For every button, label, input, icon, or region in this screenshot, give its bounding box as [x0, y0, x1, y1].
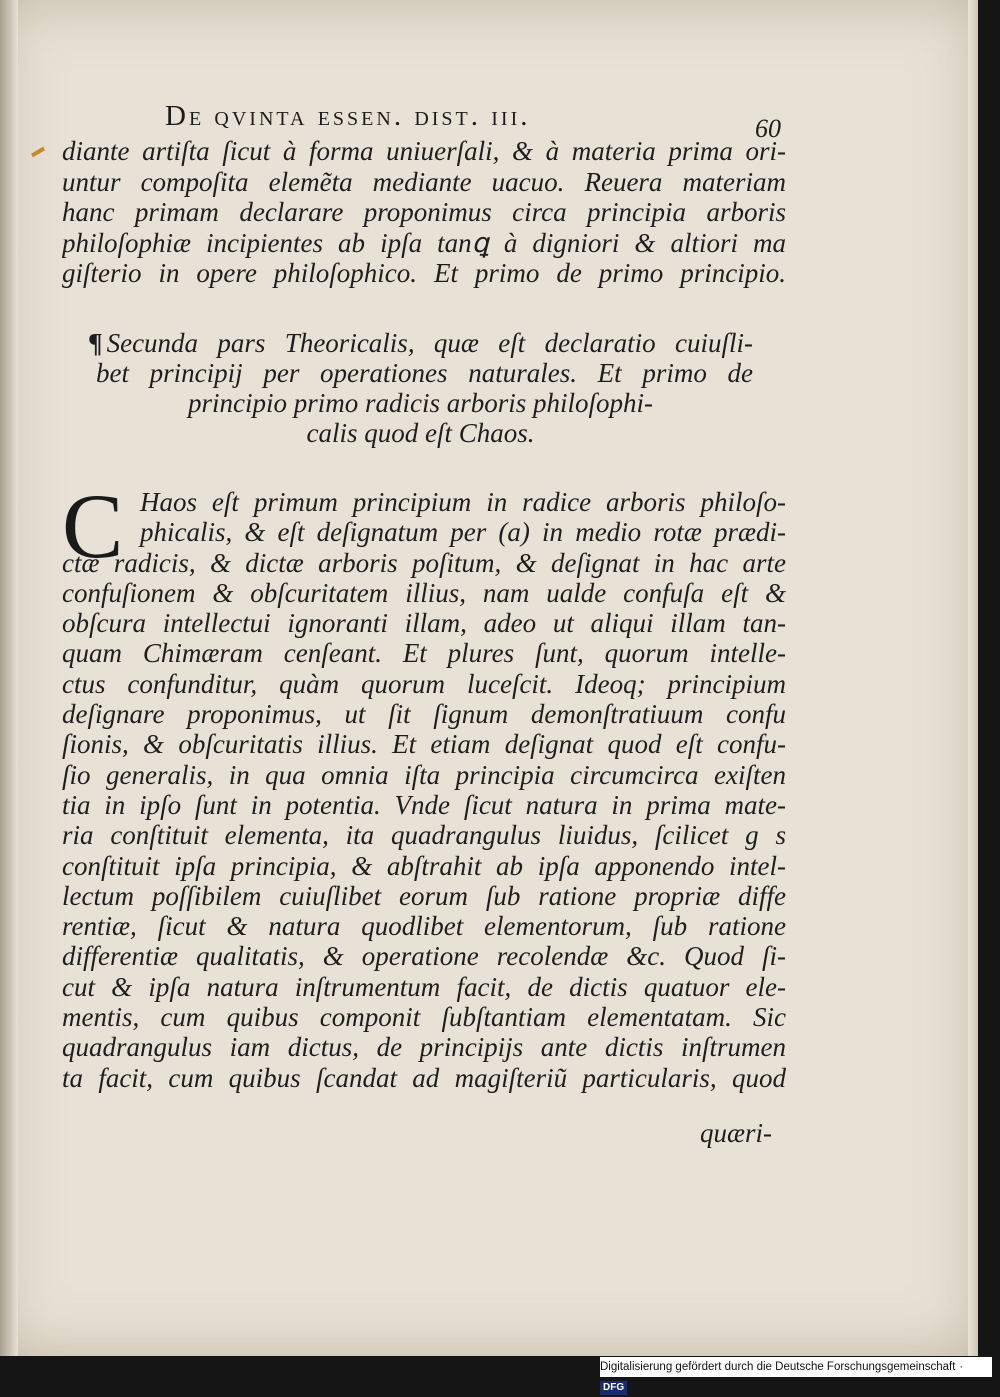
text-line: confuſionem & obſcuritatem illius, nam ualde confuſa eſt & — [62, 577, 786, 608]
text-line: philoſophiæ incipientes ab ipſa tanꝗ à digniori & altiori ma — [62, 227, 786, 258]
text-line: Haos eſt primum principium in radice arboris philoſo- — [140, 487, 786, 517]
section-heading — [88, 328, 753, 448]
text-line: untur compoſita elemẽta mediante uacuo. Reuera materiam — [62, 166, 786, 197]
text-line: hanc primam declarare proponimus circa principia arboris — [62, 197, 786, 227]
text-line: ſionis, & obſcuritatis illius. Et etiam deſignat quod eſt confu- — [62, 729, 786, 760]
text-line: quam Chimæram cenſeant. Et plures ſunt, quorum intelle- — [62, 638, 786, 669]
folio-number: 60 — [755, 114, 781, 143]
heading-text: Secunda pars Theoricalis, quæ eſt declaratio cuiuſli- — [106, 328, 753, 358]
credit-text: Digitalisierung gefördert durch die Deutsche Forschungsgemeinschaft — [600, 1361, 956, 1373]
catchword: quæri- — [700, 1118, 773, 1148]
text-line: ſio generalis, in qua omnia iſta principia circumcirca exiſten — [62, 759, 786, 790]
drop-cap: C — [62, 475, 124, 577]
credit-separator: · — [959, 1361, 964, 1373]
pilcrow-mark: ¶ — [88, 328, 103, 358]
dfg-logo: DFG — [600, 1381, 627, 1395]
paragraph-continuation — [62, 136, 786, 289]
text-line: giſterio in opere philoſophico. Et primo de primo principio. — [62, 258, 786, 288]
heading-line: bet principij per operationes naturales. Et primo de — [96, 358, 753, 388]
text-line: ta facit, cum quibus ſcandat ad magiſteriũ particularis, quod — [62, 1062, 786, 1093]
heading-line: calis quod eſt Chaos. — [306, 418, 535, 448]
text-line: ria conſtituit elementa, ita quadrangulus liuidus, ſcilicet g s — [62, 820, 786, 851]
heading-line — [88, 328, 753, 358]
text-line: mentis, cum quibus componit ſubſtantiam elementatam. Sic — [62, 1002, 786, 1033]
paragraph-main — [62, 487, 786, 1093]
text-line: diante artiſta ſicut à forma uniuerſali, & à materia prima ori- — [62, 136, 786, 166]
text-line: cut & ipſa natura inſtrumentum facit, de dictis quatuor ele- — [62, 971, 786, 1002]
text-line: tia in ipſo ſunt in potentia. Vnde ſicut natura in prima mate- — [62, 789, 786, 820]
text-line: lectum poſſibilem cuiuſlibet eorum ſub ratione propriæ diffe — [62, 880, 786, 911]
text-line: rentiæ, ſicut & natura quodlibet elementorum, ſub ratione — [62, 911, 786, 942]
margin-mark — [31, 147, 45, 157]
text-line: phicalis, & eſt deſignatum per (a) in medio rotæ prædi- — [140, 517, 786, 548]
heading-line: principio primo radicis arboris philoſophi- — [187, 388, 654, 418]
text-line: ctæ radicis, & dictæ arboris poſitum, & deſignat in hac arte — [62, 547, 786, 578]
text-line: conſtituit ipſa principia, & abſtrahit ab ipſa apponendo intel- — [62, 850, 786, 881]
running-title: De qvinta essen. dist. iii. — [165, 100, 531, 132]
text-line: deſignare proponimus, ut ſit ſignum demonſtratiuum confu — [62, 699, 786, 730]
text-line: quadrangulus iam dictus, de principijs ante dictis inſtrumen — [62, 1032, 786, 1063]
text-line: obſcura intellectui ignoranti illam, adeo ut aliqui illam tan- — [62, 608, 786, 639]
text-line: differentiæ qualitatis, & operatione recolendæ &c. Quod ſi- — [62, 941, 786, 972]
digitization-credit — [600, 1357, 992, 1393]
text-line: ctus confunditur, quàm quorum luceſcit. Ideoq; principium — [62, 668, 786, 699]
